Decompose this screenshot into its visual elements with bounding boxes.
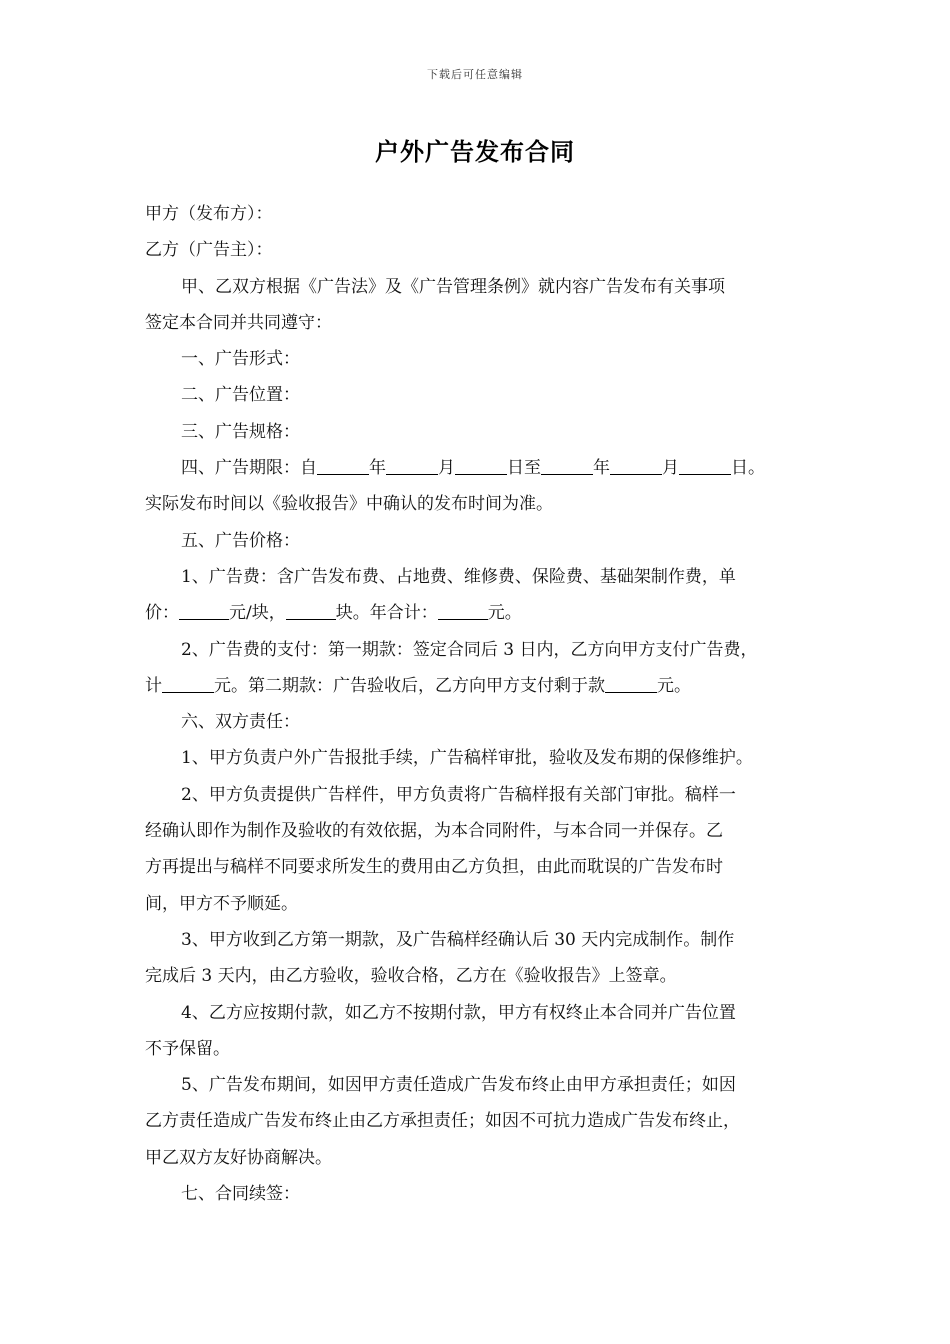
period-lead: 四、广告期限：自 xyxy=(181,458,317,479)
section-ad-period xyxy=(145,450,815,486)
section-ad-spec: 三、广告规格： xyxy=(181,421,300,442)
unit-price-label: 价： xyxy=(145,603,179,624)
resp-3-line-1: 3、甲方收到乙方第一期款，及广告稿样经确认后 30 天内完成制作。制作 xyxy=(181,929,735,950)
resp-2-line-1: 2、甲方负责提供广告样件，甲方负责将广告稿样报有关部门审批。稿样一 xyxy=(181,784,736,805)
blank-annual-total xyxy=(438,601,488,620)
price-item-2-line-1: 2、广告费的支付：第一期款：签定合同后 3 日内，乙方向甲方支付广告费， xyxy=(181,639,758,660)
blank-second-payment xyxy=(605,674,657,693)
resp-2-line-3: 方再提出与稿样不同要求所发生的费用由乙方负担，由此而耽误的广告发布时 xyxy=(145,857,723,878)
resp-3-line-2: 完成后 3 天内，由乙方验收，验收合格，乙方在《验收报告》上签章。 xyxy=(145,966,677,987)
blank-start-year xyxy=(317,456,369,475)
period-note: 实际发布时间以《验收报告》中确认的发布时间为准。 xyxy=(145,494,553,515)
blank-end-day xyxy=(679,456,731,475)
section-renewal: 七、合同续签： xyxy=(181,1184,300,1205)
resp-1: 1、甲方负责户外广告报批手续，广告稿样审批，验收及发布期的保修维护。 xyxy=(181,748,753,769)
resp-5-line-2: 乙方责任造成广告发布终止由乙方承担责任；如因不可抗力造成广告发布终止， xyxy=(145,1111,740,1132)
resp-4-line-1: 4、乙方应按期付款，如乙方不按期付款，甲方有权终止本合同并广告位置 xyxy=(181,1002,736,1023)
blank-start-month xyxy=(386,456,438,475)
blank-first-payment xyxy=(162,674,214,693)
resp-5-line-1: 5、广告发布期间，如因甲方责任造成广告发布终止由甲方承担责任；如因 xyxy=(181,1075,736,1096)
period-month-1: 月 xyxy=(438,458,455,479)
blank-start-day xyxy=(455,456,507,475)
second-payment-text: 元。第二期款：广告验收后，乙方向甲方支付剩于款 xyxy=(214,675,605,696)
party-a-line: 甲方（发布方）： xyxy=(145,204,273,224)
annual-total-label: 块。年合计： xyxy=(335,603,438,624)
price-item-1-line-2 xyxy=(145,595,815,631)
period-day-2: 日。 xyxy=(731,458,765,479)
price-item-1-line-1: 1、广告费：含广告发布费、占地费、维修费、保险费、基础架制作费，单 xyxy=(181,566,736,587)
contract-body xyxy=(145,196,815,1212)
unit-price-unit: 元/块， xyxy=(229,603,286,624)
section-ad-location: 二、广告位置： xyxy=(181,385,300,406)
section-ad-form: 一、广告形式： xyxy=(181,349,300,370)
section-responsibilities: 六、双方责任： xyxy=(181,712,300,733)
period-year-2: 年 xyxy=(593,458,610,479)
blank-unit-price xyxy=(179,601,229,620)
second-payment-unit: 元。 xyxy=(657,675,691,696)
resp-2-line-4: 间，甲方不予顺延。 xyxy=(145,893,298,914)
intro-line-1: 甲、乙双方根据《广告法》及《广告管理条例》就内容广告发布有关事项 xyxy=(181,276,725,297)
resp-4-line-2: 不予保留。 xyxy=(145,1038,230,1059)
period-year-1: 年 xyxy=(369,458,386,479)
annual-total-unit: 元。 xyxy=(487,603,522,624)
period-day-1: 日至 xyxy=(507,458,541,479)
price-item-2-line-2 xyxy=(145,668,815,704)
resp-2-line-2: 经确认即作为制作及验收的有效依据，为本合同附件，与本合同一并保存。乙 xyxy=(145,821,723,842)
document-title: 户外广告发布合同 xyxy=(375,137,575,166)
first-payment-label: 计 xyxy=(145,675,162,696)
period-month-2: 月 xyxy=(662,458,679,479)
intro-line-2: 签定本合同并共同遵守： xyxy=(145,312,332,333)
header-note: 下载后可任意编辑 xyxy=(427,68,523,81)
blank-end-month xyxy=(610,456,662,475)
blank-end-year xyxy=(541,456,593,475)
section-ad-price: 五、广告价格： xyxy=(181,530,300,551)
blank-block-count xyxy=(286,601,336,620)
resp-5-line-3: 甲乙双方友好协商解决。 xyxy=(145,1147,332,1168)
party-b-line: 乙方（广告主）： xyxy=(145,240,273,261)
